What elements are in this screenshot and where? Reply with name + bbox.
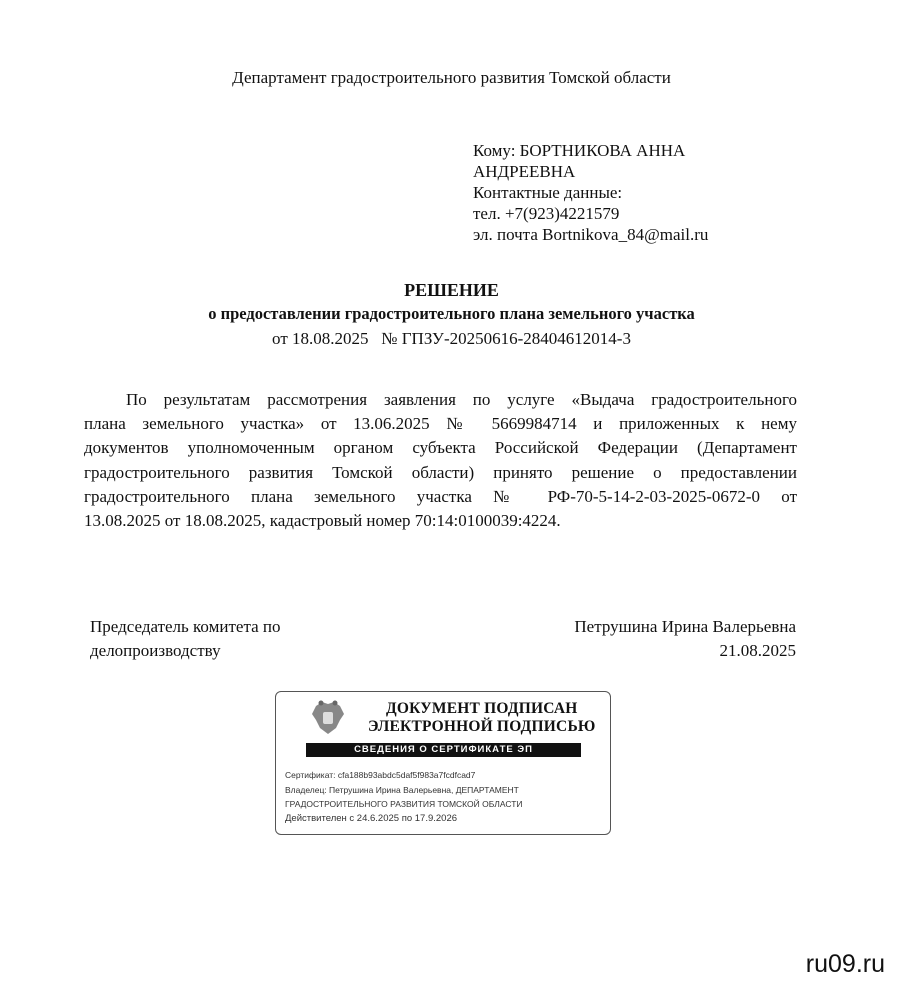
decision-subtitle: о предоставлении градостроительного плана земельного участка bbox=[208, 304, 695, 323]
body-line: плана земельного участка» от 13.06.2025 № 5669984714 и приложенных к нему bbox=[84, 414, 797, 434]
decision-title: РЕШЕНИЕ bbox=[404, 280, 499, 300]
body-line: По результатам рассмотрения заявления по услуге «Выдача градостроительного bbox=[126, 390, 797, 409]
electronic-signature-stamp bbox=[275, 691, 611, 835]
signer-block bbox=[574, 615, 796, 663]
stamp-title-line: ДОКУМЕНТ ПОДПИСАН bbox=[386, 700, 578, 717]
certificate-number: Сертификат: cfa188b93abdc5daf5f983a7fcdfcad7 bbox=[285, 770, 476, 780]
stamp-title-line: ЭЛЕКТРОННОЙ ПОДПИСЬЮ bbox=[368, 718, 596, 735]
certificate-info bbox=[285, 768, 523, 826]
department-header: Департамент градостроительного развития Томской области bbox=[232, 68, 671, 87]
certificate-validity: Действителен с 24.6.2025 по 17.9.2026 bbox=[285, 812, 458, 824]
recipient-name: Кому: БОРТНИКОВА АННА bbox=[473, 141, 686, 160]
recipient-phone: тел. +7(923)4221579 bbox=[473, 204, 620, 223]
certificate-owner: Владелец: Петрушина Ирина Валерьевна, ДЕПАРТАМЕНТ bbox=[285, 784, 519, 795]
coat-of-arms-icon bbox=[308, 698, 348, 738]
signature-date: 21.08.2025 bbox=[719, 641, 796, 660]
stamp-title bbox=[368, 700, 596, 736]
decision-date-number: от 18.08.2025 № ГПЗУ-20250616-28404612014-3 bbox=[272, 329, 631, 348]
decision-body bbox=[84, 388, 797, 533]
contacts-label: Контактные данные: bbox=[473, 183, 623, 202]
certificate-owner-org: ГРАДОСТРОИТЕЛЬНОГО РАЗВИТИЯ ТОМСКОЙ ОБЛАСТИ bbox=[285, 799, 523, 809]
body-line: 13.08.2025 от 18.08.2025, кадастровый номер 70:14:0100039:4224. bbox=[84, 511, 561, 531]
certificate-bar: СВЕДЕНИЯ О СЕРТИФИКАТЕ ЭП bbox=[306, 743, 581, 757]
body-line: градостроительного развития Томской области) принято решение о предоставлении bbox=[84, 462, 797, 482]
body-line: документов уполномоченным органом субъекта Российской Федерации (Департамент bbox=[84, 438, 797, 458]
signer-position bbox=[90, 615, 280, 663]
watermark: ru09.ru bbox=[805, 950, 885, 978]
body-line: градостроительного плана земельного участка № РФ-70-5-14-2-03-2025-0672-0 от bbox=[84, 486, 797, 506]
recipient-name-cont: АНДРЕЕВНА bbox=[473, 162, 576, 181]
signer-name: Петрушина Ирина Валерьевна bbox=[574, 617, 796, 636]
signer-position-line: Председатель комитета по bbox=[90, 617, 281, 636]
signer-position-line: делопроизводству bbox=[90, 641, 221, 660]
recipient-email: эл. почта Bortnikova_84@mail.ru bbox=[473, 225, 709, 244]
recipient-block bbox=[473, 140, 708, 245]
